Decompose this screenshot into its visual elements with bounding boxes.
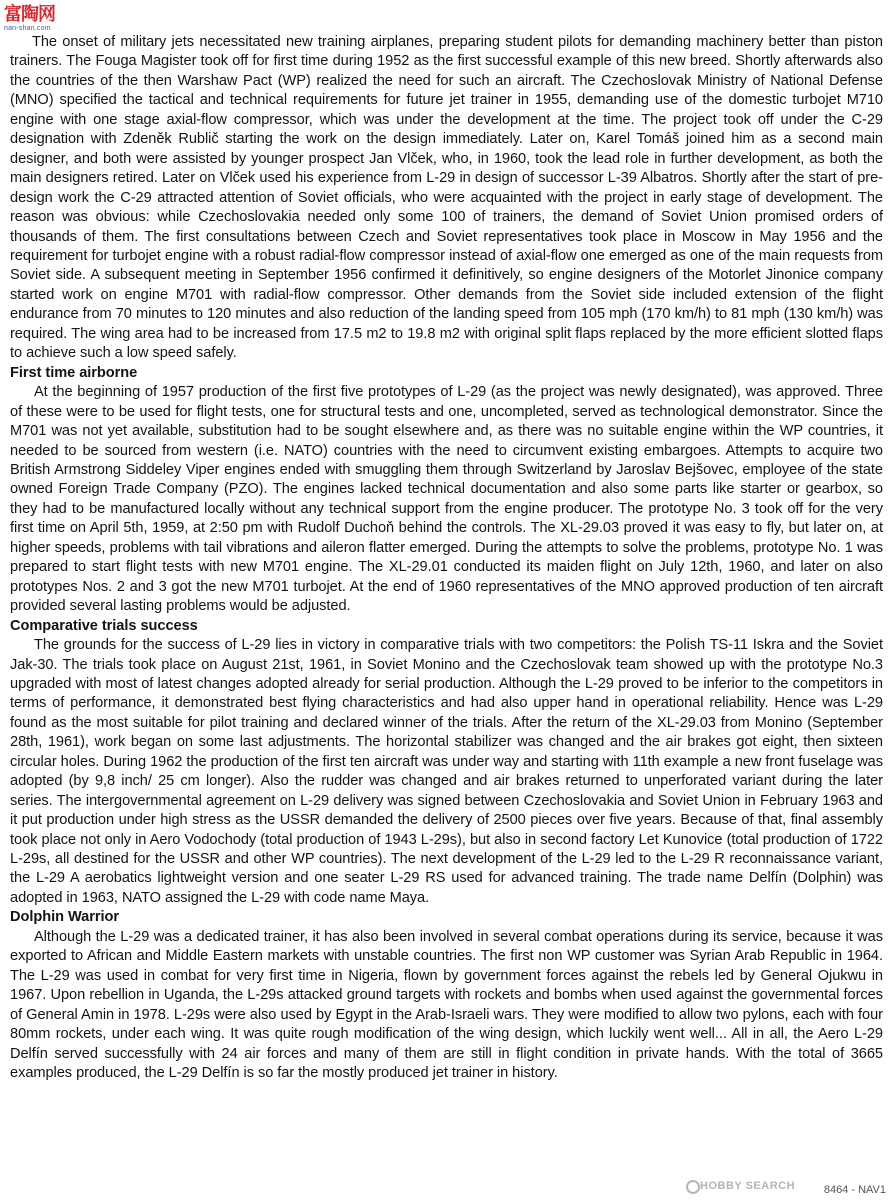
paragraph-comparative-trials: The grounds for the success of L-29 lies in victory in comparative trials with two competitors: the Polish TS-11 Iskra and the Soviet Jak-30. The trials took place on August 21st, 1961, in Soviet Monino and the Czechoslovak team showed up with the prototype No.3 upgraded with most of latest changes adopted already for serial production. Although the L-29 proved to be inferior to the competitors in terms of performance, it demonstrated best flying characteristics and had also upper hand in operational reliability. Hence was L-29 found as the most suitable for pilot training and declared winner of the trials. After the return of the XL-29.03 from Monino (September 28th, 1961), work began on some last adjustments. The horizontal stabilizer was changed and the air brakes got eight, then sixteen circular holes. During 1962 the production of the first ten aircraft was under way and starting with 11th example a new front fuselage was adopted (by 9,8 inch/ 25 cm longer). Also the rudder was changed and air brakes returned to unperforated variant during the later series. The intergovernmental agreement on L-29 delivery was signed between Czechoslovakia and Soviet Union in February 1963 and it put production under high stress as the USSR demanded the delivery of 2500 pieces over five years. Because of that, final assembly took place not only in Aero Vodochody (total production of 1943 L-29s), but also in second factory Let Kunovice (total production of 1722 L-29s, all destined for the USSR and other WP countries). The next development of the L-29 led to the L-29 R reconnaissance variant, the L-29 A aerobatics lightweight version and one seater L-29 RS used for advanced training. The trade name Delfín (Dolphin) was adopted in 1963, NATO assigned the L-29 with code name Maya. bbox=[10, 637, 883, 906]
heading-dolphin-warrior: Dolphin Warrior bbox=[10, 909, 119, 926]
paragraph-first-airborne: At the beginning of 1957 production of the first five prototypes of L-29 (as the project was newly designated), was approved. Three of these were to be used for flight tests, one for structural tests and one, uncompleted, served as technological demonstrator. Since the M701 was not yet available, substitution had to be sought elsewhere and, as there was no suitable engine within the WP countries, it needed to be sourced from western (i.e. NATO) countries with the need to circumvent existing embargoes. Attempts to acquire two British Armstrong Siddeley Viper engines ended with smuggling them through Switzerland by Jaroslav Bejšovec, employee of the state owned Foreign Trade Company (PZO). The engines lacked technical documentation and also some parts like starter or gearbox, so they had to be manufactured locally without any technical support from the engine producer. The prototype No. 3 took off for the very first time on April 5th, 1959, at 2:50 pm with Rudolf Duchoň behind the controls. The XL-29.03 proved it was easy to fly, but later on, at higher speeds, problems with tail vibrations and aileron flatter emerged. During the attempts to solve the problems, prototype No. 1 was prepared to start flight tests with new M701 engine. The XL-29.01 conducted its maiden flight on July 12th, 1960, and later on also prototypes Nos. 2 and 3 got the new M701 turbojet. At the end of 1960 representatives of the MNO approved production of ten aircraft provided several lasting problems would be adjusted. bbox=[10, 384, 883, 615]
document-body bbox=[10, 33, 883, 1083]
brand-circle-icon bbox=[686, 1180, 700, 1194]
paragraph-dolphin-warrior: Although the L-29 was a dedicated trainer, it has also been involved in several combat operations during its service, because it was exported to African and Middle Eastern markets with unstable countries. The first non WP customer was Syrian Arab Republic in 1964. The L-29 was used in combat for very first time in Nigeria, flown by government forces against the rebels led by General Ojukwu in 1967. Upon rebellion in Uganda, the L-29s attacked ground targets with rockets and bombs when used against the governmental forces of General Amin in 1978. L-29s were also used by Egypt in the Arab-Israeli wars. They were modified to allow two pylons, each with four 80mm rockets, under each wing. It was quite rough modification of the wing design, which luckily went well... All in all, the Aero L-29 Delfín served successfully with 24 air forces and many of them are still in flight condition in private hands. With the total of 3665 examples produced, the L-29 Delfín is so far the mostly produced jet trainer in history. bbox=[10, 928, 883, 1082]
footer bbox=[700, 1176, 890, 1196]
heading-comparative-trials: Comparative trials success bbox=[10, 617, 198, 634]
logo-text: 富陶网 bbox=[4, 4, 55, 24]
logo-url: nan-shan.com bbox=[4, 25, 51, 32]
paragraph-intro: The onset of military jets necessitated new training airplanes, preparing student pilots for demanding machinery better than piston trainers. The Fouga Magister took off for first time during 1952 as the first successful example of this new breed. Shortly afterwards also the countries of the then Warshaw Pact (WP) realized the need for such an aircraft. The Czechoslovak Ministry of National Defense (MNO) specified the tactical and technical requirements for future jet trainer in 1955, demanding use of the domestic turbojet M710 engine with one stage axial-flow compressor, which was under the development at the time. The project took off under the C-29 designation with Zdeněk Rublič starting the work on the design immediately. Later on, Karel Tomáš joined him as a second main designer, and both were assisted by younger prospect Jan Vlček, who, in 1960, took the lead role in further development, as both the main designers retired. Later on Vlček used his experience from L-29 in design of successor L-39 Albatros. Shortly after the start of pre-design work the C-29 attracted attention of Soviet officials, who were acquainted with the project in early stage of development. The reason was obvious: while Czechoslovakia needed only some 100 of trainers, the demand of Soviet Union promised orders of thousands of them. The first consultations between Czech and Soviet representatives took place in Moscow in May 1956 and the requirement for turbojet engine with a robust radial-flow compressor instead of axial-flow one emerged as one of the main requests from Soviet side. A subsequent meeting in September 1956 confirmed it definitively, so engine designers of the Motorlet Jinonice company started work on engine M701 with radial-flow compressor. Other demands from the Soviet side included extension of the flight endurance from 70 minutes to 120 minutes and also reduction of the landing speed from 105 mph (170 km/h) to 81 mph (130 km/h) was required. The wing area had to be increased from 17.5 m2 to 19.8 m2 with original split flaps replaced by the more efficient slotted flaps to achieve such a low speed safely. bbox=[10, 34, 883, 362]
heading-first-time-airborne: First time airborne bbox=[10, 364, 138, 381]
site-logo bbox=[4, 4, 64, 34]
watermark-brand: HOBBY SEARCH bbox=[700, 1180, 796, 1192]
page-code: 8464 - NAV1 bbox=[823, 1184, 886, 1196]
